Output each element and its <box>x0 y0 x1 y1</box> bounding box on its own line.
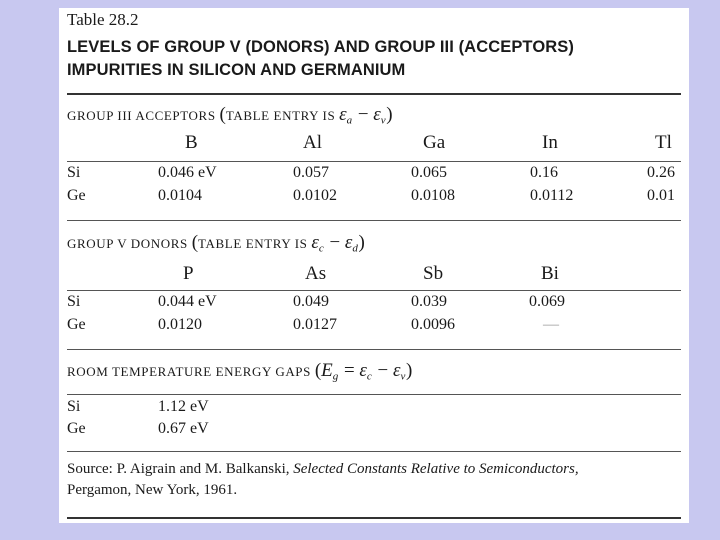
bottom-rule <box>67 517 681 519</box>
gap-row-ge-label: Ge <box>67 420 86 437</box>
acceptors-bottom-rule <box>67 220 681 221</box>
source-rule <box>67 451 681 452</box>
formula-equals: = <box>342 360 356 381</box>
formula-subscript: c <box>318 242 325 255</box>
acceptors-section-header: GROUP III ACCEPTORS (TABLE ENTRY IS $\varepsilon_a - \varepsilon_v$) <box>67 104 393 127</box>
formula-epsilon: ε <box>359 360 367 381</box>
formula-epsilon: ε <box>373 104 381 125</box>
acceptor-si-ga: 0.065 <box>411 164 447 181</box>
acceptor-row-ge-label: Ge <box>67 187 86 204</box>
formula-epsilon: ε <box>344 232 353 253</box>
acceptor-ge-b: 0.0104 <box>158 187 202 204</box>
formula-minus: − <box>356 104 370 125</box>
donor-ge-as: 0.0127 <box>293 316 337 333</box>
acceptor-col-ga: Ga <box>423 132 446 153</box>
acceptor-si-b: 0.046 eV <box>158 164 217 181</box>
source-title: Selected Constants Relative to Semiconductors, <box>293 461 579 477</box>
donors-rule <box>67 290 681 291</box>
acceptor-col-b: B <box>185 132 198 153</box>
acceptor-col-al: Al <box>303 132 322 153</box>
donor-col-p: P <box>183 263 194 284</box>
acceptor-ge-in: 0.0112 <box>530 187 574 204</box>
acceptors-label: GROUP III ACCEPTORS <box>67 108 216 123</box>
gap-ge-value: 0.67 eV <box>158 420 209 437</box>
acceptors-rule <box>67 161 681 162</box>
formula-minus: − <box>376 360 390 381</box>
donor-si-bi: 0.069 <box>529 293 565 310</box>
donors-entry-label: TABLE ENTRY IS <box>198 236 308 251</box>
gaps-section-header: ROOM TEMPERATURE ENERGY GAPS $(E_g = \varepsilon_c - \varepsilon_v)$ <box>67 360 413 383</box>
acceptor-col-tl: Tl <box>655 132 672 153</box>
donor-si-p: 0.044 eV <box>158 293 217 310</box>
formula-minus: − <box>328 232 342 253</box>
formula-subscript: v <box>400 370 406 383</box>
table-page <box>59 8 689 523</box>
formula-subscript: a <box>346 114 353 127</box>
acceptor-ge-tl: 0.01 <box>647 187 675 204</box>
formula-subscript: c <box>366 370 373 383</box>
donor-col-bi: Bi <box>541 263 559 284</box>
gap-si-value: 1.12 eV <box>158 398 209 415</box>
source-publisher: Pergamon, New York, 1961. <box>67 482 238 498</box>
donor-si-as: 0.049 <box>293 293 329 310</box>
donors-label: GROUP V DONORS <box>67 236 188 251</box>
donor-ge-sb: 0.0096 <box>411 316 455 333</box>
acceptor-si-al: 0.057 <box>293 164 329 181</box>
formula-energy: E <box>321 360 333 381</box>
formula-subscript: d <box>352 242 359 255</box>
donor-ge-p: 0.0120 <box>158 316 202 333</box>
gaps-label: ROOM TEMPERATURE ENERGY GAPS <box>67 364 311 379</box>
acceptor-ge-ga: 0.0108 <box>411 187 455 204</box>
top-rule <box>67 93 681 95</box>
gaps-rule <box>67 394 681 395</box>
donor-row-si-label: Si <box>67 293 81 310</box>
table-caption: Table 28.2 <box>67 10 139 29</box>
acceptor-si-tl: 0.26 <box>647 164 675 181</box>
formula-epsilon: ε <box>392 360 401 381</box>
donors-section-header: GROUP V DONORS (TABLE ENTRY IS $\varepsilon_c - \varepsilon_d$) <box>67 232 365 255</box>
gap-row-si-label: Si <box>67 398 81 415</box>
source-prefix: Source: P. Aigrain and M. Balkanski, <box>67 461 290 477</box>
acceptor-ge-al: 0.0102 <box>293 187 337 204</box>
formula-epsilon: ε <box>339 104 347 125</box>
formula-subscript: v <box>380 114 387 127</box>
acceptor-col-in: In <box>542 132 558 153</box>
table-title-line-1: LEVELS OF GROUP V (DONORS) AND GROUP III (ACCEPTORS) <box>67 38 574 56</box>
acceptor-si-in: 0.16 <box>530 164 558 181</box>
donor-col-as: As <box>305 263 327 284</box>
donor-col-sb: Sb <box>423 263 444 284</box>
table-title-line-2: IMPURITIES IN SILICON AND GERMANIUM <box>67 61 406 79</box>
acceptor-row-si-label: Si <box>67 164 81 181</box>
donor-si-sb: 0.039 <box>411 293 447 310</box>
donor-row-ge-label: Ge <box>67 316 86 333</box>
donors-bottom-rule <box>67 349 681 350</box>
donor-ge-bi: — <box>543 316 559 333</box>
formula-epsilon: ε <box>311 232 319 253</box>
source-line-1 <box>67 459 579 479</box>
acceptors-entry-label: TABLE ENTRY IS <box>225 108 336 123</box>
formula-subscript: g <box>332 370 339 383</box>
